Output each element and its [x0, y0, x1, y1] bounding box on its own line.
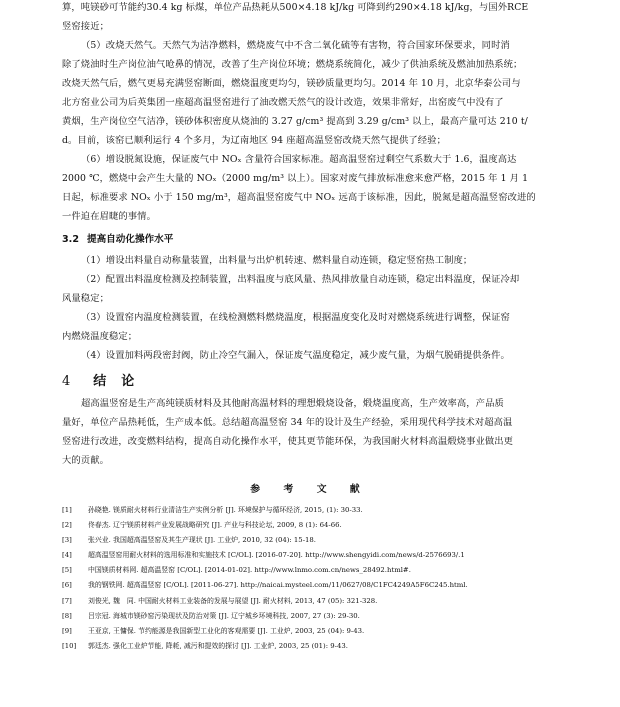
references-title: 参 考 文 献	[250, 484, 370, 495]
text-line: 日起，标准要求 NOₓ 小于 150 mg/m³，超高温竖窑废气中 NOₓ 远高于该标准，因此，脱氮是超高温竖窑改进的	[62, 192, 536, 203]
reference-text: 中国镁质材料网. 超高温竖窑 [C/OL]. [2014-01-02]. http://www.lnmo.com.cn/news_28492.html#.	[88, 566, 411, 575]
reference-number: [3]	[62, 536, 72, 545]
text-line: 大的贡献。	[62, 455, 109, 466]
section-title: 结 论	[93, 374, 136, 389]
reference-number: [7]	[62, 596, 72, 605]
reference-item	[62, 594, 578, 609]
reference-item	[62, 563, 578, 578]
section-number: 4	[62, 374, 72, 389]
reference-item	[62, 548, 578, 563]
text-line: d。目前，该窑已顺利运行 4 个多月，为辽南地区 94 座超高温竖窑改烧天然气提供了经验；	[62, 135, 447, 146]
text-line: 内燃烧温度稳定；	[62, 331, 138, 342]
text-line: 黄烟，生产岗位空气洁净，镁砂体积密度从烧油的 3.27 g/cm³ 提高到 3.29 g/cm³ 以上，最高产量可达 210 t/	[62, 116, 528, 127]
reference-text: 吕宗冠. 海城市镁砂窑污染现状及防治对策 [J]. 辽宁城乡环境科技, 2007, 27 (3): 29-30.	[88, 611, 360, 620]
text-line: 竖窑进行改进，改变燃料结构，提高自动化操作水平，使其更节能环保，为我国耐火材料高温煅烧事业做出更	[62, 436, 514, 447]
section-heading-4	[62, 370, 135, 389]
reference-item	[62, 609, 578, 624]
reference-text: 王亚京, 王慵保. 节约能源是我国新型工业化的客观需要 [J]. 工业炉, 2003, 25 (04): 9-43.	[88, 626, 365, 635]
text-line: （2）配置出料温度检测及控制装置，出料温度与底风量、热风排放量自动连锁，稳定出料温度，保证冷却	[81, 274, 520, 285]
text-line: （3）设置窑内温度检测装置，在线检测燃料燃烧温度，根据温度变化及时对燃烧系统进行调整，保证窑	[81, 312, 510, 323]
text-line: 北方窑业公司为后英集团一座超高温竖窑进行了油改燃天然气的设计改造，效果非常好，出窑废气中没有了	[62, 97, 504, 108]
reference-text: 我的钢铁网. 超高温竖窑 [C/OL]. [2011-06-27]. http://naicai.mysteel.com/11/0627/08/C1FC4249A5F6C245.html.	[88, 581, 468, 590]
text-line: 2000 ℃，燃烧中会产生大量的 NOₓ（2000 mg/m³ 以上）。国家对废气排放标准愈来愈严格，2015 年 1 月 1	[62, 173, 529, 184]
reference-number: [2]	[62, 521, 72, 530]
reference-text: 郭廷杰. 强化工业炉节能, 降耗, 减污和提效的探讨 [J]. 工业炉, 2003, 25 (01): 9-43.	[88, 641, 348, 650]
text-line: 改烧天然气后，燃气更易充满竖窑断面，燃烧温度更均匀，镁砂质量更均匀。2014 年 10 月，北京华泰公司与	[62, 78, 521, 89]
reference-number: [6]	[62, 581, 72, 590]
text-line: 除了烧油时生产岗位油气呛鼻的情况，改善了生产岗位环境；燃烧系统简化，减少了供油系统及燃油加热系统；	[62, 59, 523, 70]
text-line: 量好，单位产品热耗低，生产成本低。总结超高温竖窑 34 年的设计及生产经验，采用现代科学技术对超高温	[62, 417, 513, 428]
reference-number: [9]	[62, 626, 72, 635]
reference-number: [8]	[62, 611, 72, 620]
reference-number: [10]	[62, 641, 77, 650]
section-title: 提高自动化操作水平	[87, 234, 174, 245]
text-line: （4）设置加料两段密封阀，防止冷空气漏入，保证废气温度稳定，减少废气量，为烟气脱硝提供条件。	[81, 350, 510, 361]
text-line: 一件迫在眉睫的事情。	[62, 211, 156, 222]
text-line: 算，吨镁砂可节能约30.4 kg 标煤，单位产品热耗从500×4.18 kJ/kg 可降到约290×4.18 kJ/kg，与国外RCE	[62, 2, 529, 13]
reference-item	[62, 578, 578, 593]
reference-item	[62, 533, 578, 548]
reference-text: 张兴业. 我国超高温竖窑及其生产现状 [J]. 工业炉, 2010, 32 (04): 15-18.	[88, 536, 316, 545]
text-line: 超高温竖窑是生产高纯镁质材料及其他耐高温材料的理想煅烧设备，煅烧温度高，生产效率高，产品质	[81, 398, 504, 409]
reference-text: 孙晓艳. 镁质耐火材料行业清洁生产实例分析 [J]. 环境保护与循环经济, 2015, (1): 30-33.	[88, 506, 363, 514]
reference-text: 超高温竖窑用耐火材料的选用标准和实施技术 [C/OL]. [2016-07-20]. http://www.shengyidi.com/news/d-2576693/.1	[88, 551, 465, 560]
text-line: （1）增设出料量自动称量装置，出料量与出炉机转速、燃料量自动连锁，稳定竖窑热工制度；	[81, 255, 473, 266]
reference-item	[62, 639, 578, 654]
text-line: （5）改烧天然气。天然气为洁净燃料，燃烧废气中不含二氧化硫等有害物，符合国家环保要求，同时消	[81, 40, 510, 51]
reference-item	[62, 624, 578, 639]
reference-item	[62, 518, 578, 533]
text-line: 风量稳定；	[62, 293, 109, 304]
text-line: 竖窑接近；	[62, 21, 109, 32]
reference-number: [1]	[62, 506, 72, 514]
reference-number: [4]	[62, 551, 72, 560]
reference-item	[62, 503, 578, 518]
reference-number: [5]	[62, 566, 72, 575]
reference-text: 刘俊光, 魏 同. 中国耐火材料工业装备的发展与展望 [J]. 耐火材料, 2013, 47 (05): 321-328.	[88, 596, 378, 605]
reference-list	[62, 503, 578, 654]
section-number: 3.2	[62, 234, 79, 245]
reference-text: 佟春杰. 辽宁镁质材料产业发展战略研究 [J]. 产业与科技论坛, 2009, 8 (1): 64-66.	[88, 521, 342, 530]
text-line: （6）增设脱氮设施，保证废气中 NOₓ 含量符合国家标准。超高温竖窑过剩空气系数大于 1.6，温度高达	[81, 154, 517, 165]
section-heading-3-2	[62, 231, 173, 245]
